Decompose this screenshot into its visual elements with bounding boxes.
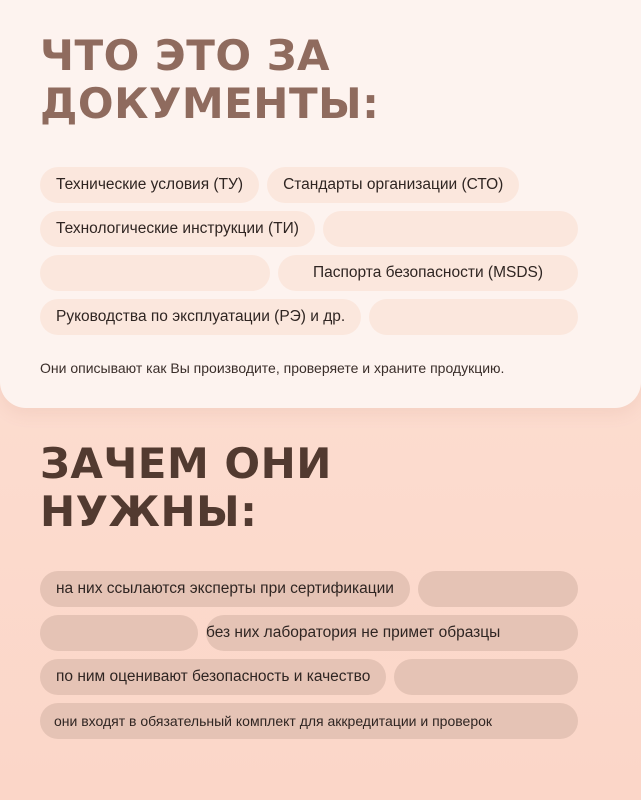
document-row-2: [40, 211, 578, 247]
decorative-pill: [323, 211, 578, 247]
section-why-title: [40, 440, 332, 536]
section-what-title: [40, 32, 379, 128]
reason-pill-quality: по ним оценивают безопасность и качество: [40, 659, 386, 695]
document-pill-tu: Технические условия (ТУ): [40, 167, 259, 203]
decorative-pill: [40, 255, 270, 291]
document-row-3: [40, 255, 578, 291]
reason-row-2: [40, 615, 578, 651]
reason-pill-laboratory: без них лаборатория не примет образцы: [206, 615, 578, 651]
decorative-pill: [394, 659, 578, 695]
reason-row-1: [40, 571, 578, 607]
decorative-pill: [40, 615, 198, 651]
document-row-1: [40, 167, 578, 203]
document-pill-sto: Стандарты организации (СТО): [267, 167, 519, 203]
section-what-note: Они описывают как Вы производите, проверяете и храните продукцию.: [40, 360, 505, 376]
reason-row-4: [40, 703, 578, 739]
section-why-title-line2: НУЖНЫ:: [40, 487, 258, 536]
section-why-title-line1: ЗАЧЕМ ОНИ: [40, 439, 332, 488]
section-what-title-line1: ЧТО ЭТО ЗА: [40, 31, 331, 80]
section-what-title-line2: ДОКУМЕНТЫ:: [40, 79, 380, 128]
document-row-4: [40, 299, 578, 335]
reason-pill-accreditation: они входят в обязательный комплект для аккредитации и проверок: [40, 703, 578, 739]
document-pill-msds: Паспорта безопасности (MSDS): [278, 255, 578, 291]
document-pill-re: Руководства по эксплуатации (РЭ) и др.: [40, 299, 361, 335]
reason-row-3: [40, 659, 578, 695]
decorative-pill: [418, 571, 578, 607]
reason-pill-certification: на них ссылаются эксперты при сертификации: [40, 571, 410, 607]
document-pill-ti: Технологические инструкции (ТИ): [40, 211, 315, 247]
decorative-pill: [369, 299, 578, 335]
